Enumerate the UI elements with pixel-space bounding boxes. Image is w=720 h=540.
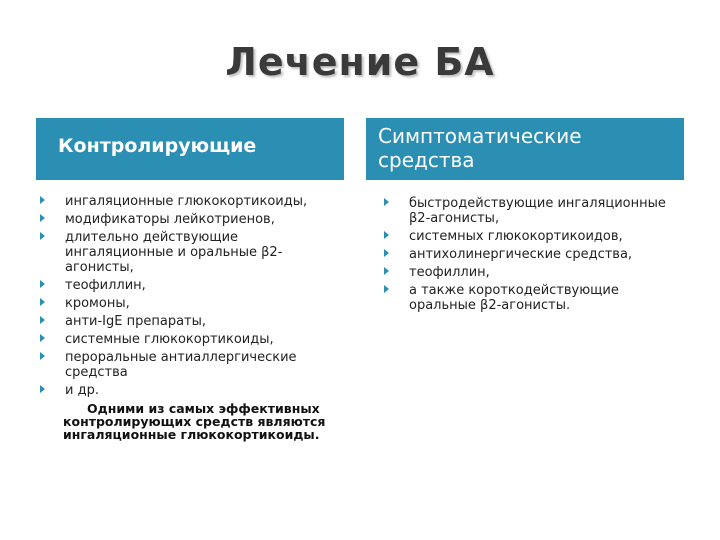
bullet-arrow-icon xyxy=(384,285,389,293)
list-item-text: и др. xyxy=(65,383,99,398)
list-item xyxy=(384,247,684,262)
right-list xyxy=(384,196,684,316)
bullet-arrow-icon xyxy=(40,334,45,342)
list-item xyxy=(40,230,340,275)
right-column-header xyxy=(366,118,684,180)
list-item xyxy=(384,196,684,226)
list-item xyxy=(40,212,340,227)
bullet-arrow-icon xyxy=(40,316,45,324)
list-item-text: длительно действующие ингаляционные и оральные β2-агонисты, xyxy=(65,230,283,275)
slide-title: Лечение БА xyxy=(225,40,495,84)
bullet-arrow-icon xyxy=(40,385,45,393)
list-item xyxy=(40,296,340,311)
list-item xyxy=(384,265,684,280)
emphasis-note-text: Одними из самых эффективных контролирующих средств являются ингаляционные глюкокортикоиды. xyxy=(63,401,326,442)
list-item-text: системных глюкокортикоидов, xyxy=(409,229,623,244)
list-item xyxy=(40,350,340,380)
bullet-arrow-icon xyxy=(384,249,389,257)
list-item xyxy=(40,332,340,347)
list-item xyxy=(40,314,340,329)
bullet-arrow-icon xyxy=(40,298,45,306)
right-header-line2: средства xyxy=(378,148,475,172)
list-item-text: теофиллин, xyxy=(65,278,146,293)
list-item xyxy=(40,383,340,398)
list-item-text: модификаторы лейкотриенов, xyxy=(65,212,275,227)
list-item xyxy=(384,283,684,313)
right-header-label xyxy=(378,124,582,172)
list-item-text: системные глюкокортикоиды, xyxy=(65,332,274,347)
bullet-arrow-icon xyxy=(384,231,389,239)
bullet-arrow-icon xyxy=(40,280,45,288)
right-header-line1: Симптоматические xyxy=(378,124,582,148)
list-item xyxy=(40,194,340,209)
list-item-text: теофиллин, xyxy=(409,265,490,280)
list-item-text: ингаляционные глюкокортикоиды, xyxy=(65,194,308,209)
list-item xyxy=(40,278,340,293)
list-item-text: кромоны, xyxy=(65,296,130,311)
list-item xyxy=(384,229,684,244)
emphasis-note xyxy=(63,402,353,441)
list-item-text: быстродействующие ингаляционные β2-агонисты, xyxy=(409,196,666,226)
left-header-label: Контролирующие xyxy=(58,135,257,157)
list-item-text: а также короткодействующие оральные β2-агонисты. xyxy=(409,283,619,313)
bullet-arrow-icon xyxy=(384,198,389,206)
list-item-text: пероральные антиаллергические средства xyxy=(65,350,297,380)
list-item-text: анти-IgE препараты, xyxy=(65,314,207,329)
left-list xyxy=(40,194,340,401)
bullet-arrow-icon xyxy=(40,214,45,222)
list-item-text: антихолинергические средства, xyxy=(409,247,633,262)
left-column-header xyxy=(36,118,344,180)
bullet-arrow-icon xyxy=(40,196,45,204)
bullet-arrow-icon xyxy=(384,267,389,275)
bullet-arrow-icon xyxy=(40,232,45,240)
bullet-arrow-icon xyxy=(40,352,45,360)
